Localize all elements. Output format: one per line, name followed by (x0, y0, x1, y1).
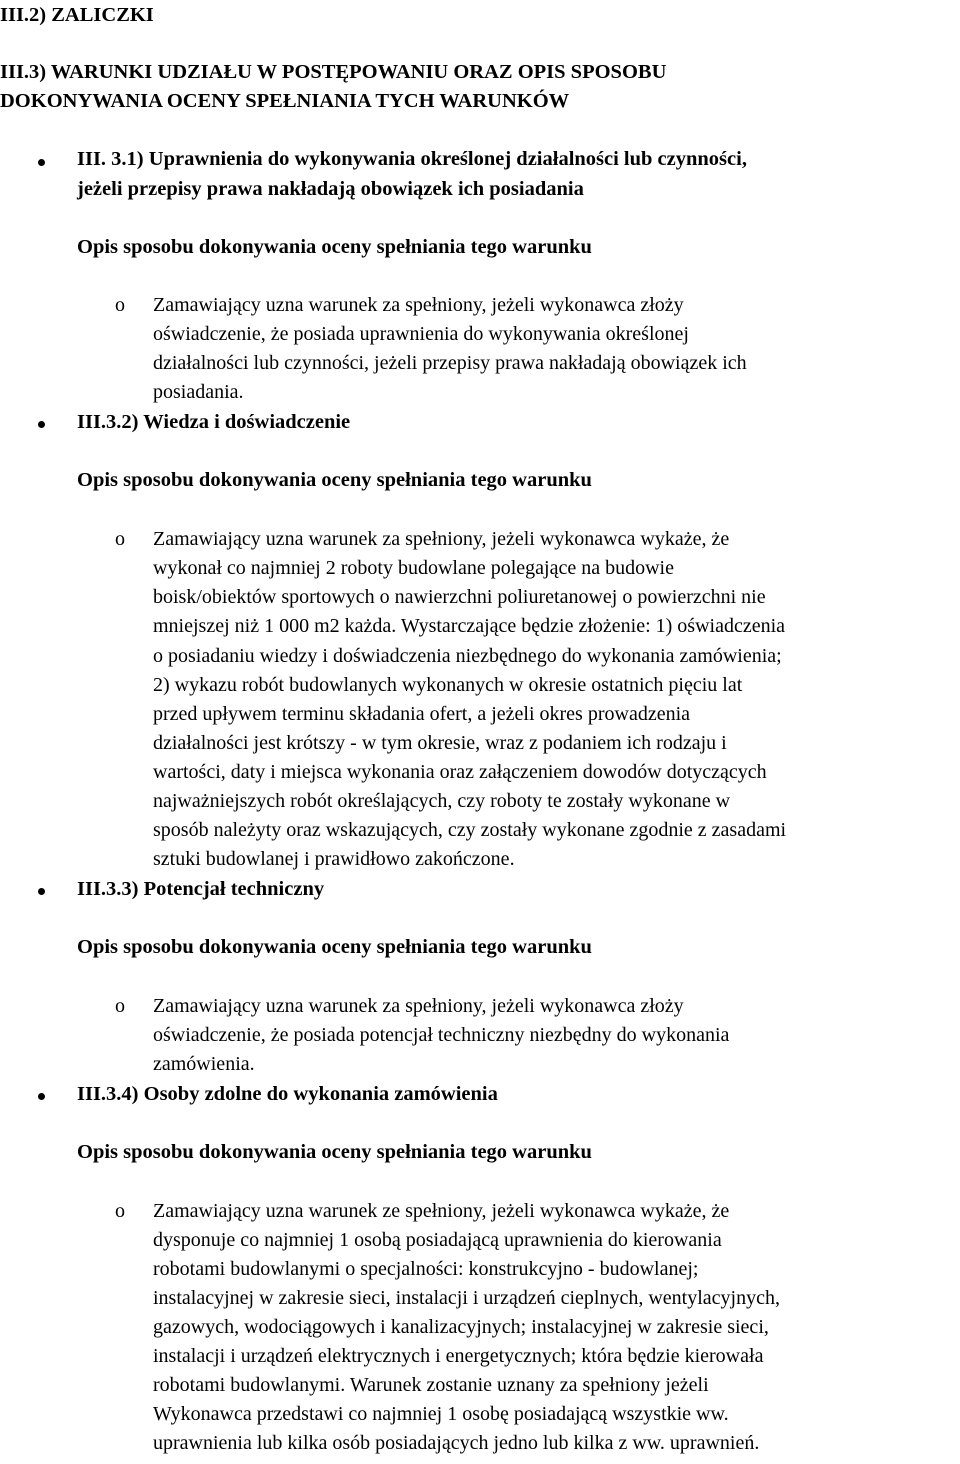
section-4-body-line-7: robotami budowlanymi. Warunek zostanie uznany za spełniony jeżeli (153, 1374, 709, 1396)
section-2-body-line-1: Zamawiający uzna warunek za spełniony, jeżeli wykonawca wykaże, że (153, 528, 730, 550)
section-2-body-line-9: wartości, daty i miejsca wykonania oraz załączeniem dowodów dotyczących (153, 761, 767, 783)
section-4-body-line-4: instalacyjnej w zakresie sieci, instalacji i urządzeń cieplnych, wentylacyjnych, (153, 1287, 780, 1309)
section-1-body-line-4: posiadania. (153, 381, 244, 403)
section-1-title-line-2: jeżeli przepisy prawa nakładają obowiązek ich posiadania (77, 178, 584, 200)
section-2-title: III.3.2) Wiedza i doświadczenie (77, 411, 351, 433)
section-3-opis: Opis sposobu dokonywania oceny spełniania tego warunku (77, 936, 592, 958)
section-4-body-line-1: Zamawiający uzna warunek ze spełniony, jeżeli wykonawca wykaże, że (153, 1200, 730, 1222)
section-4-body-line-8: Wykonawca przedstawi co najmniej 1 osobę posiadającą wszystkie ww. (153, 1403, 729, 1425)
section-4-body-line-9: uprawnienia lub kilka osób posiadających jedno lub kilka z ww. uprawnień. (153, 1432, 760, 1454)
section-1-body-line-2: oświadczenie, że posiada uprawnienia do wykonywania określonej (153, 323, 689, 345)
section-2-marker: o (115, 528, 125, 550)
section-3-title: III.3.3) Potencjał techniczny (77, 878, 325, 900)
heading-zaliczki: III.2) ZALICZKI (0, 4, 154, 26)
section-2-body-line-10: najważniejszych robót określających, czy roboty te zostały wykonane w (153, 790, 731, 812)
bullet-section-1 (38, 159, 45, 166)
section-1-body-line-1: Zamawiający uzna warunek za spełniony, jeżeli wykonawca złoży (153, 294, 684, 316)
section-2-body-line-3: boisk/obiektów sportowych o nawierzchni poliuretanowej o powierzchni nie (153, 586, 766, 608)
section-4-body-line-6: instalacji i urządzeń elektrycznych i energetycznych; która będzie kierowała (153, 1345, 764, 1367)
section-1-body-line-3: działalności lub czynności, jeżeli przepisy prawa nakładają obowiązek ich (153, 352, 747, 374)
section-4-body-line-2: dysponuje co najmniej 1 osobą posiadającą uprawnienia do kierowania (153, 1229, 722, 1251)
section-2-body-line-2: wykonał co najmniej 2 roboty budowlane polegające na budowie (153, 557, 674, 579)
section-2-body-line-12: sztuki budowlanej i prawidłowo zakończone. (153, 848, 515, 870)
section-2-body-line-4: mniejszej niż 1 000 m2 każda. Wystarczające będzie złożenie: 1) oświadczenia (153, 615, 786, 637)
section-3-marker: o (115, 995, 125, 1017)
section-4-marker: o (115, 1200, 125, 1222)
section-3-body-line-1: Zamawiający uzna warunek za spełniony, jeżeli wykonawca złoży (153, 995, 684, 1017)
heading-warunki-line-1: III.3) WARUNKI UDZIAŁU W POSTĘPOWANIU ORAZ OPIS SPOSOBU (0, 61, 667, 83)
section-3-body-line-3: zamówienia. (153, 1053, 255, 1075)
section-3-body-line-2: oświadczenie, że posiada potencjał techniczny niezbędny do wykonania (153, 1024, 730, 1046)
bullet-section-4 (38, 1093, 45, 1100)
section-2-body-line-8: działalności jest krótszy - w tym okresie, wraz z podaniem ich rodzaju i (153, 732, 727, 754)
bullet-section-3 (38, 888, 45, 895)
section-2-body-line-6: 2) wykazu robót budowlanych wykonanych w okresie ostatnich pięciu lat (153, 674, 743, 696)
bullet-section-2 (38, 421, 45, 428)
section-1-title-line-1: III. 3.1) Uprawnienia do wykonywania określonej działalności lub czynności, (77, 148, 747, 170)
section-2-body-line-7: przed upływem terminu składania ofert, a jeżeli okres prowadzenia (153, 703, 691, 725)
section-4-body-line-5: gazowych, wodociągowych i kanalizacyjnych; instalacyjnej w zakresie sieci, (153, 1316, 769, 1338)
section-4-body-line-3: robotami budowlanymi o specjalności: konstrukcyjno - budowlanej; (153, 1258, 699, 1280)
section-1-opis: Opis sposobu dokonywania oceny spełniania tego warunku (77, 236, 592, 258)
section-4-title: III.3.4) Osoby zdolne do wykonania zamówienia (77, 1083, 498, 1105)
section-2-body-line-11: sposób należyty oraz wskazujących, czy zostały wykonane zgodnie z zasadami (153, 819, 787, 841)
section-2-opis: Opis sposobu dokonywania oceny spełniania tego warunku (77, 469, 592, 491)
section-2-body-line-5: o posiadaniu wiedzy i doświadczenia niezbędnego do wykonania zamówienia; (153, 645, 782, 667)
section-4-opis: Opis sposobu dokonywania oceny spełniania tego warunku (77, 1141, 592, 1163)
heading-warunki-line-2: DOKONYWANIA OCENY SPEŁNIANIA TYCH WARUNKÓW (0, 90, 570, 112)
section-1-marker: o (115, 294, 125, 316)
